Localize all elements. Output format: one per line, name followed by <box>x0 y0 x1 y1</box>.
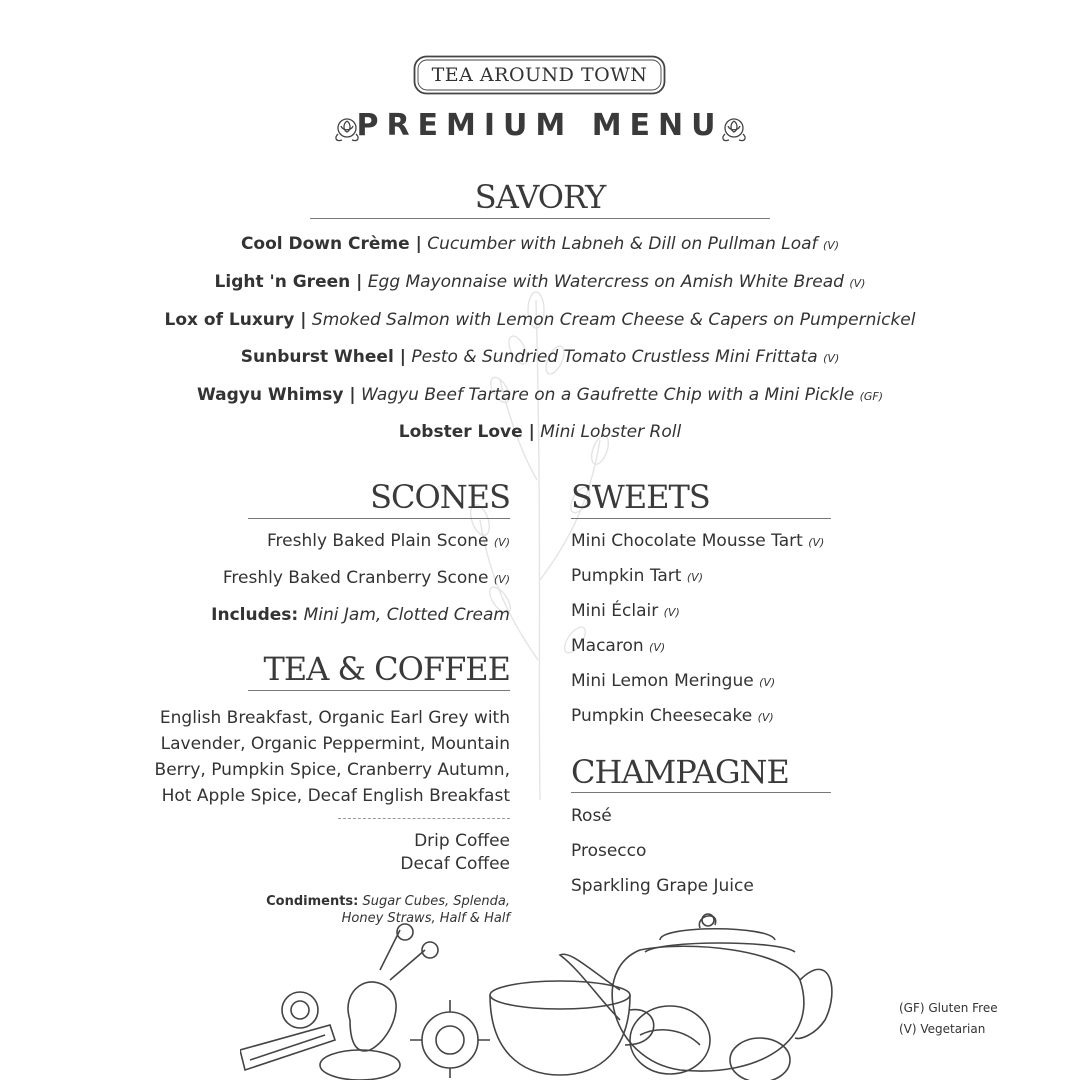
tea-line: Berry, Pumpkin Spice, Cranberry Autumn, <box>154 760 510 780</box>
scones-title: SCONES <box>370 478 510 516</box>
sweets-title: SWEETS <box>571 478 710 516</box>
sweets-divider <box>571 518 831 519</box>
tea-coffee-title: TEA & COFFEE <box>263 650 510 688</box>
scone-item: Freshly Baked Cranberry Scone (V) <box>222 568 510 588</box>
champagne-divider <box>571 792 831 793</box>
champagne-item: Prosecco <box>571 841 647 861</box>
tea-coffee-dashed-divider <box>338 818 510 819</box>
savory-item: Cool Down Crème | Cucumber with Labneh & Dill on Pullman Loaf (V) <box>240 234 840 254</box>
coffee-list <box>300 830 510 876</box>
tea-line: English Breakfast, Organic Earl Grey with <box>159 708 510 728</box>
tea-list <box>140 705 510 809</box>
coffee-item: Drip Coffee <box>414 831 510 851</box>
condiments-label: Condiments: <box>266 894 359 909</box>
savory-item: Lobster Love | Mini Lobster Roll <box>398 422 682 442</box>
brand-logo <box>413 55 666 95</box>
sweet-item: Pumpkin Cheesecake (V) <box>571 706 774 726</box>
tea-coffee-divider <box>248 690 510 691</box>
rose-icon <box>717 112 751 146</box>
sweet-item: Macaron (V) <box>571 636 666 656</box>
sweet-item: Pumpkin Tart (V) <box>571 566 703 586</box>
coffee-item: Decaf Coffee <box>400 854 510 874</box>
dietary-legend <box>899 998 998 1040</box>
sweet-item: Mini Chocolate Mousse Tart (V) <box>571 531 825 551</box>
sweet-item: Mini Éclair (V) <box>571 601 680 621</box>
savory-item: Light 'n Green | Egg Mayonnaise with Watercress on Amish White Bread (V) <box>214 272 866 292</box>
scone-item: Freshly Baked Plain Scone (V) <box>267 531 510 551</box>
tea-line: Hot Apple Spice, Decaf English Breakfast <box>161 786 510 806</box>
savory-title: SAVORY <box>474 178 606 216</box>
champagne-title: CHAMPAGNE <box>571 753 789 791</box>
tea-line: Lavender, Organic Peppermint, Mountain <box>160 734 510 754</box>
sweet-item: Mini Lemon Meringue (V) <box>571 671 776 691</box>
savory-item: Lox of Luxury | Smoked Salmon with Lemon Cream Cheese & Capers on Pumpernickel <box>164 310 916 330</box>
condiments: Condiments: Sugar Cubes, Splenda, Honey Straws, Half & Half <box>266 894 510 926</box>
brand-name: TEA AROUND TOWN <box>431 64 648 86</box>
savory-item: Sunburst Wheel | Pesto & Sundried Tomato Crustless Mini Frittata (V) <box>240 347 840 367</box>
scones-includes: Includes: Mini Jam, Clotted Cream <box>211 605 510 625</box>
legend-vegetarian: (V) Vegetarian <box>899 1022 986 1036</box>
savory-divider <box>310 218 770 219</box>
champagne-item: Rosé <box>571 806 612 826</box>
scones-divider <box>248 518 510 519</box>
savory-item: Wagyu Whimsy | Wagyu Beef Tartare on a Gaufrette Chip with a Mini Pickle (GF) <box>197 385 883 405</box>
menu-title: PREMIUM MENU <box>356 108 724 143</box>
champagne-item: Sparkling Grape Juice <box>571 876 754 896</box>
teapot-illustration <box>240 910 840 1080</box>
legend-gluten-free: (GF) Gluten Free <box>899 1001 998 1015</box>
